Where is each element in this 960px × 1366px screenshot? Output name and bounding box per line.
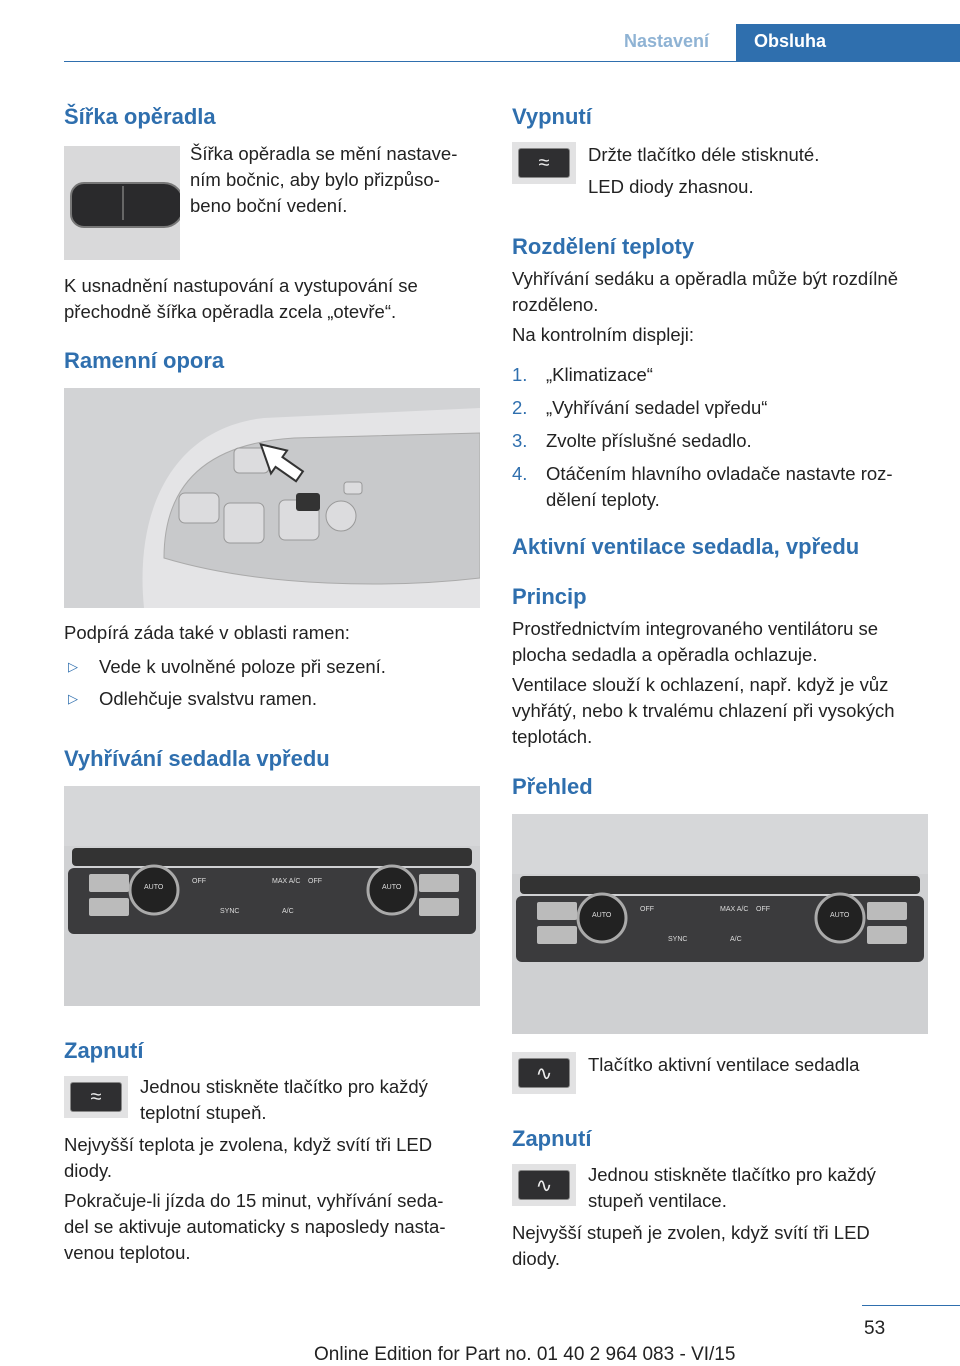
split-step-4: 4. Otáčením hlavního ovladače nastavte roz- dělení teploty. <box>512 463 893 510</box>
vent-on-button-image <box>512 1164 576 1206</box>
vent-title: Aktivní ventilace sedadla, vpředu <box>512 534 860 559</box>
on-side-text-right: Jednou stiskněte tlačítko pro každý stupeň ventilace. <box>588 1164 876 1211</box>
on-para-right: Nejvyšší stupeň je zvolen, když svítí tři LED diody. <box>512 1222 870 1269</box>
on-title-right: Zapnutí <box>512 1126 592 1151</box>
backrest-paragraph: K usnadnění nastupování a vystupování se přechodně šířka opěradla zcela „otevře“. <box>64 275 418 322</box>
on-para1-left: Nejvyšší teplota je zvolena, když svítí tři LED diody. <box>64 1134 433 1181</box>
seat-vent-icon: ∿ <box>518 1058 570 1088</box>
split-paragraph: Vyhřívání sedáku a opěradla může být rozdílně rozděleno. <box>512 268 898 315</box>
vent-button-image <box>512 1052 576 1094</box>
bullet-icon: ▷ <box>68 659 78 674</box>
on-side-text-left: Jednou stiskněte tlačítko pro každý teplotní stupeň. <box>140 1076 428 1123</box>
principle-para2: Ventilace slouží k ochlazení, např. když je vůz vyhřátý, nebo k trvalému chlazení při vysokých teplotách. <box>512 674 895 747</box>
off-lines: Držte tlačítko déle stisknuté. LED diody zhasnou. <box>588 144 820 197</box>
shoulder-title: Ramenní opora <box>64 348 225 373</box>
principle-title: Princip <box>512 584 587 609</box>
backrest-title: Šířka opěradla <box>64 104 216 129</box>
principle-para1: Prostřednictvím integrovaného ventilátoru se plocha sedadla a opěradla ochlazuje. <box>512 618 879 665</box>
seat-heat-icon: ≈ <box>518 148 570 178</box>
heat-off-button-image <box>512 142 576 184</box>
off-title: Vypnutí <box>512 104 592 129</box>
climate-panel-image-right: AUTO AUTO OFF MAX A/C OFF SYNC A/C <box>512 814 928 1034</box>
seat-controls-image <box>64 388 480 608</box>
footer-edition: Online Edition for Part no. 01 40 2 964 083 - VI/15 <box>314 1344 736 1365</box>
on-para2-left: Pokračuje-li jízda do 15 minut, vyhřívání seda- del se aktivuje automaticky s naposledy nasta- venou teplotou. <box>64 1190 446 1263</box>
seat-vent-icon: ∿ <box>518 1170 570 1200</box>
backrest-side-text: Šířka opěradla se mění nastave- ním bočnic, aby bylo přizpůso- beno boční vedení. <box>190 143 458 216</box>
shoulder-intro: Podpírá záda také v oblasti ramen: <box>64 622 350 643</box>
nav-label[interactable]: Nastavení <box>624 31 710 51</box>
heat-button-image <box>64 1076 128 1118</box>
heating-title: Vyhřívání sedadla vpředu <box>64 746 330 771</box>
page-number: 53 <box>864 1318 886 1339</box>
backrest-button-image <box>64 146 180 260</box>
seat-heat-icon: ≈ <box>70 1082 122 1112</box>
split-title: Rozdělení teploty <box>512 234 695 259</box>
page-header <box>0 24 960 62</box>
header-rule <box>64 61 960 62</box>
page-number-rule <box>862 1305 960 1306</box>
overview-title: Přehled <box>512 774 593 799</box>
climate-panel-image-left: AUTO AUTO OFF MAX A/C OFF SYNC A/C <box>64 786 480 1006</box>
on-title-left: Zapnutí <box>64 1038 144 1063</box>
bullet-icon: ▷ <box>68 691 78 706</box>
vent-caption: Tlačítko aktivní ventilace sedadla <box>588 1054 860 1075</box>
active-tab[interactable]: Obsluha <box>736 24 960 62</box>
split-intro: Na kontrolním displeji: <box>512 324 694 345</box>
